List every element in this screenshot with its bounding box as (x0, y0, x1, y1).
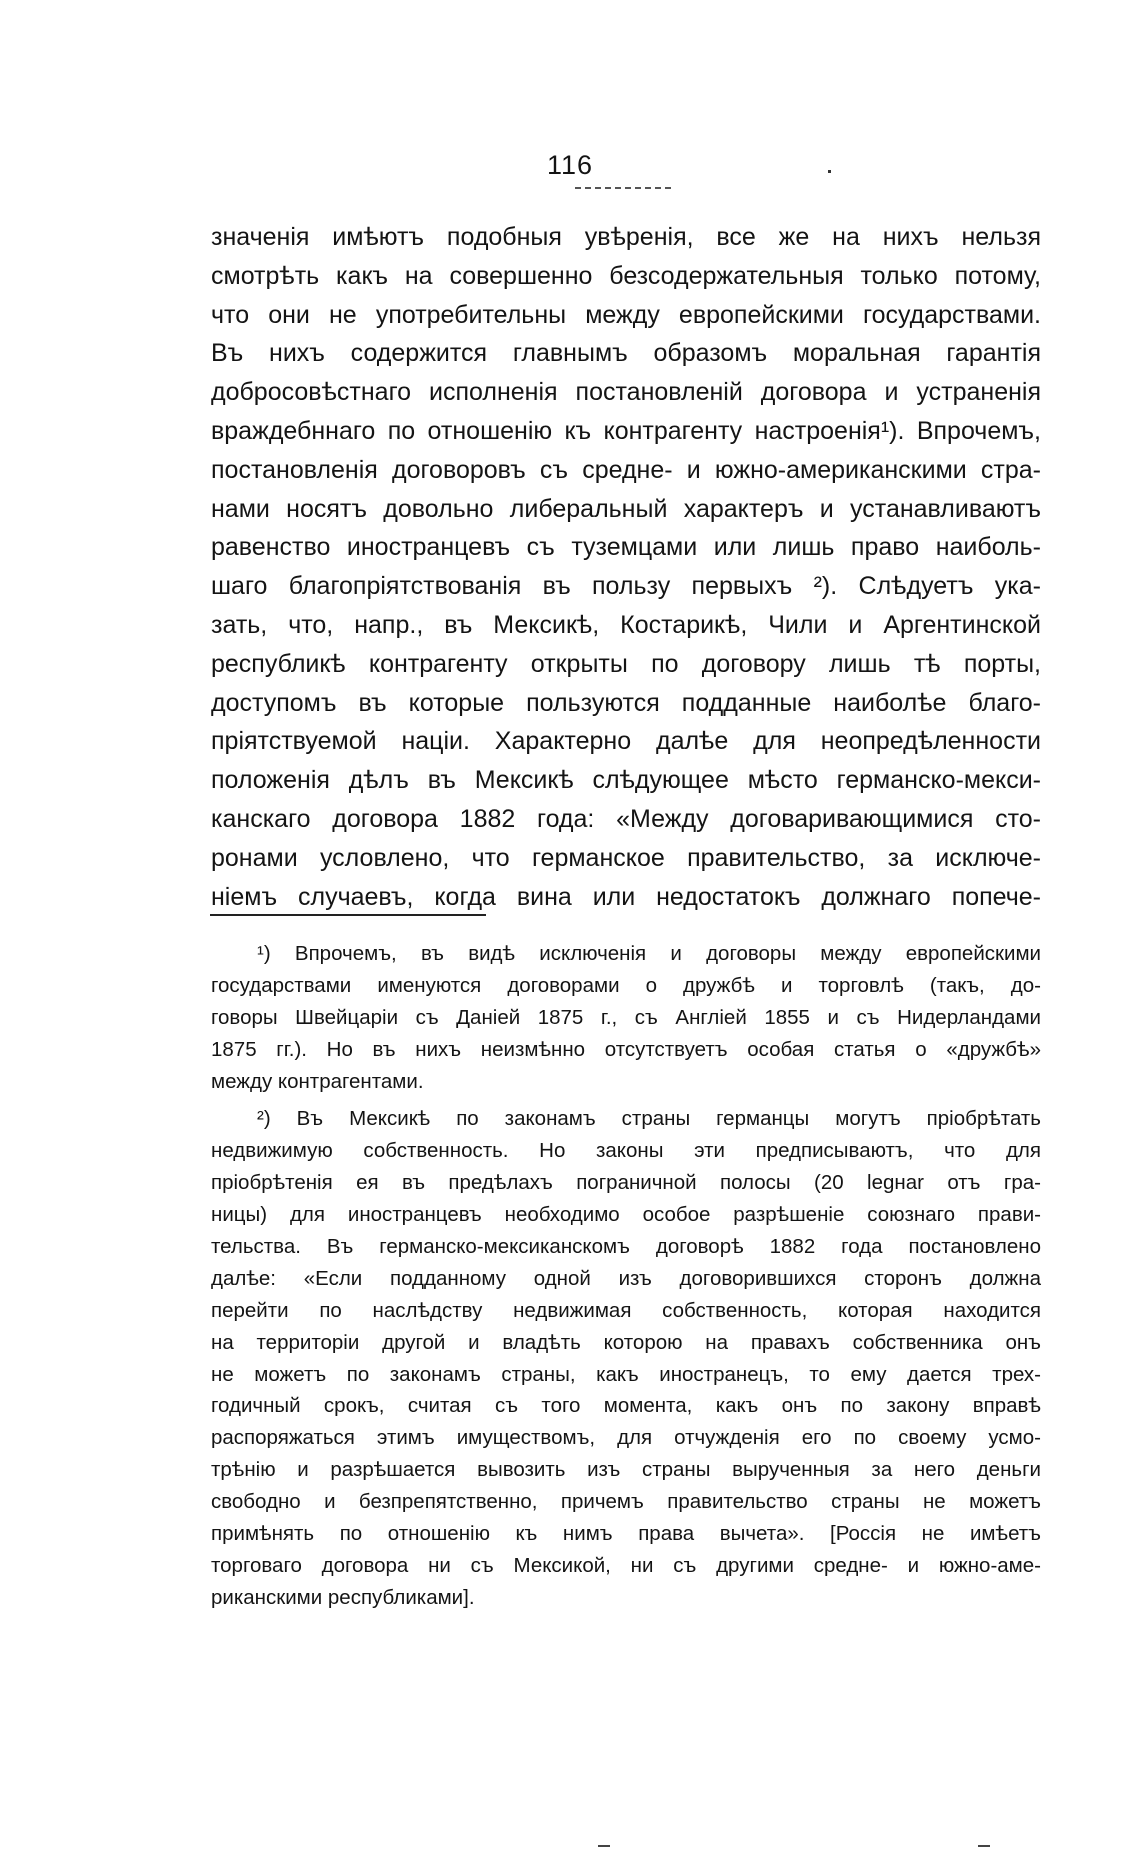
footnote-line: говоры Швейцаріи съ Даніей 1875 г., съ Англіей 1855 и съ Нидерландами (211, 1005, 1041, 1029)
footnote-line: ¹) Впрочемъ, въ видѣ исключенія и договоры между европейскими (257, 942, 1041, 965)
footnote-line: государствами именуются договорами о дружбѣ и торговлѣ (такъ, до- (211, 973, 1041, 997)
footnote-line: торговаго договора ни съ Мексикой, ни съ другими средне- и южно-аме- (211, 1553, 1041, 1577)
footnote-line: не можетъ по законамъ страны, какъ иностранецъ, то ему дается трех- (211, 1362, 1041, 1386)
body-line: ніемъ случаевъ, когда вина или недостатокъ должнаго попече- (211, 882, 1041, 911)
footnote-line: 1875 гг.). Но въ нихъ неизмѣнно отсутствуетъ особая статья о «дружбѣ» (211, 1037, 1041, 1061)
footnote-line: примѣнять по отношенію къ нимъ права вычета». [Россія не имѣетъ (211, 1522, 1041, 1546)
scan-mark (978, 1845, 990, 1847)
body-line: доступомъ въ которые пользуются подданные наиболѣе благо- (211, 688, 1041, 717)
body-line: значенія имѣютъ подобныя увѣренія, все же на нихъ нельзя (211, 223, 1041, 251)
body-line: ронами условлено, что германское правительство, за исключе- (211, 843, 1041, 872)
body-line: положенія дѣлъ въ Мексикѣ слѣдующее мѣсто германско-мекси- (211, 766, 1041, 795)
footnote-line: недвижимую собственность. Но законы эти предписываютъ, что для (211, 1139, 1041, 1163)
scan-mark (598, 1845, 610, 1847)
body-line: нами носятъ довольно либеральный характеръ и устанавливаютъ (211, 494, 1041, 523)
body-line: что они не употребительны между европейскими государствами. (211, 300, 1041, 329)
footnote-line: на территоріи другой и владѣть которою на правахъ собственника онъ (211, 1330, 1041, 1354)
page-number-rule (575, 187, 671, 189)
body-line: добросовѣстнаго исполненія постановленій договора и устраненія (211, 378, 1041, 407)
footnote-1 (211, 938, 1041, 1097)
footnote-line: тельства. Въ германско-мексиканскомъ договорѣ 1882 года постановлено (211, 1235, 1041, 1259)
footnote-line: свободно и безпрепятственно, причемъ правительство страны не можетъ (211, 1490, 1041, 1514)
body-line: смотрѣть какъ на совершенно безсодержательныя только потому, (211, 261, 1041, 290)
footnote-line: распоряжаться этимъ имуществомъ, для отчужденія его по своему усмо- (211, 1426, 1041, 1450)
body-line: канскаго договора 1882 года: «Между договаривающимися сто- (211, 804, 1041, 833)
footnote-line: ницы) для иностранцевъ необходимо особое разрѣшеніе союзнаго прави- (211, 1203, 1041, 1227)
footnote-line: годичный срокъ, считая съ того момента, какъ онъ по закону вправѣ (211, 1394, 1041, 1418)
page-mark-dot (828, 170, 831, 173)
footnote-line: трѣнію и разрѣшается вывозить изъ страны вырученныя за него деньги (211, 1458, 1041, 1482)
footnote-line: риканскими республиками]. (211, 1585, 475, 1609)
body-line: шаго благопріятствованія въ пользу первыхъ ²). Слѣдуетъ ука- (211, 572, 1041, 601)
footnotes (211, 938, 1041, 1614)
body-line: враждебннаго по отношенію къ контрагенту настроенія¹). Впрочемъ, (211, 416, 1041, 445)
page-number: 116 (546, 150, 594, 180)
footnote-line: перейти по наслѣдству недвижимая собственность, которая находится (211, 1298, 1041, 1322)
body-line: республикѣ контрагенту открыты по договору лишь тѣ порты, (211, 649, 1041, 678)
body-line: зать, что, напр., въ Мексикѣ, Костарикѣ, Чили и Аргентинской (211, 610, 1041, 639)
body-line: пріятствуемой націи. Характерно далѣе для неопредѣленности (211, 727, 1041, 756)
footnote-2 (211, 1103, 1041, 1613)
footnote-separator (210, 914, 486, 916)
body-text (211, 218, 1041, 916)
footnote-line: далѣе: «Если подданному одной изъ договорившихся сторонъ должна (211, 1266, 1041, 1290)
footnote-line: ²) Въ Мексикѣ по законамъ страны германцы могутъ пріобрѣтать (257, 1107, 1041, 1131)
footnote-line: пріобрѣтенія ея въ предѣлахъ пограничной полосы (20 legнar отъ гра- (211, 1171, 1041, 1195)
body-line: Въ нихъ содержится главнымъ образомъ моральная гарантія (211, 339, 1041, 368)
footnote-line: между контрагентами. (211, 1069, 424, 1093)
body-line: постановленія договоровъ съ средне- и южно-американскими стра- (211, 455, 1041, 484)
body-line: равенство иностранцевъ съ туземцами или лишь право наиболь- (211, 533, 1041, 562)
